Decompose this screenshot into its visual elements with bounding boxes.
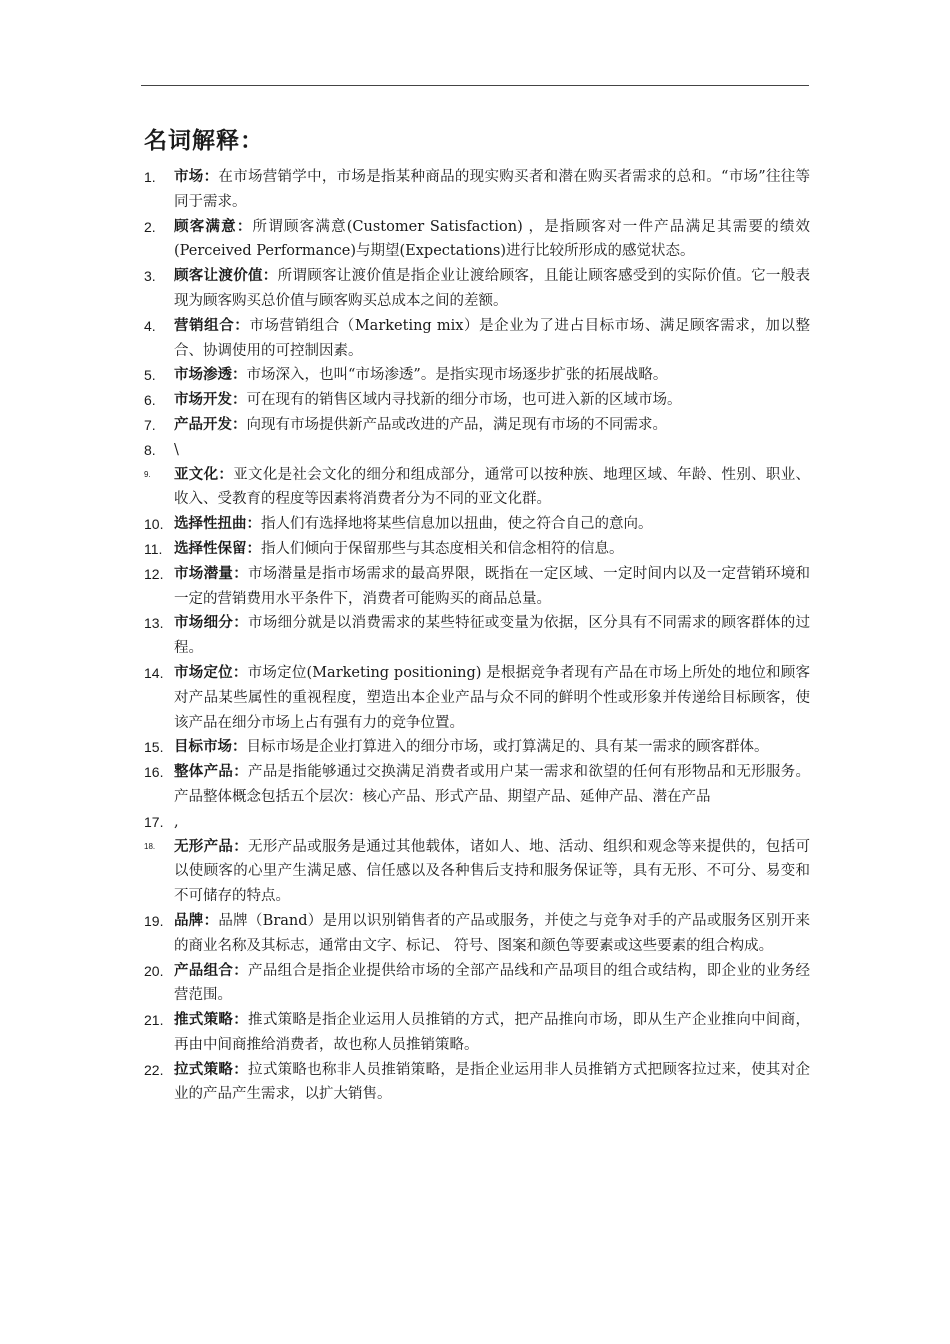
entry-definition: 拉式策略也称非人员推销策略，是指企业运用非人员推销方式把顾客拉过来，使其对企业的产品产生需求，以扩大销售。 [174,1061,811,1103]
glossary-entry [144,388,810,413]
entry-number: 10. [144,516,164,533]
entry-term: 无形产品 [174,838,234,855]
entry-number: 12. [144,565,164,582]
entry-separator: ： [233,962,249,979]
glossary-entry [144,661,810,735]
entry-definition: 所谓顾客让渡价值是指企业让渡给顾客，且能让顾客感受到的实际价值。它一般表现为顾客购买总价值与顾客购买总成本之间的差额。 [174,268,811,309]
glossary-entry [144,537,810,562]
entry-term: 拉式策略 [174,1061,234,1078]
entry-separator: ： [262,268,278,285]
entry-term: 整体产品 [174,764,234,781]
entry-number: 18. [144,841,156,851]
entry-term: 顾客让渡价值 [174,268,263,285]
entry-separator: ： [233,838,249,855]
entry-term: 推式策略 [174,1012,234,1029]
entry-number: 22. [144,1061,164,1078]
entry-separator: ： [232,739,247,756]
entry-number: 17. [144,813,164,830]
entry-separator: ： [232,392,247,409]
glossary-entry [144,735,810,760]
glossary-entry [144,215,810,265]
glossary-entry [144,835,810,909]
entry-number: 6. [144,392,156,409]
glossary-entry [144,1058,810,1108]
glossary-entry [144,562,810,612]
entry-separator: ： [203,169,219,185]
glossary-entry [144,909,810,959]
entry-number: 13. [144,615,164,632]
entry-definition: 市场潜量是指市场需求的最高界限，既指在一定区域、一定时间内以及一定营销环境和一定的营销费用水平条件下，消费者可能购买的商品总量。 [174,565,811,607]
entry-definition: 市场定位(Marketing positioning) 是根据竞争者现有产品在市场上所处的地位和顾客对产品某些属性的重视程度，塑造出本企业产品与众不同的鲜明个性或形象并传递给目标顾客，使该产品在细分市场上占有强有力的竞争位置。 [174,664,811,731]
entry-term: 选择性保留 [174,540,247,557]
entry-term: 产品开发 [174,416,232,433]
glossary-entry [144,959,810,1009]
glossary-entry [144,760,810,810]
entry-definition: \ [174,441,179,458]
entry-term: 营销组合 [174,317,235,334]
entry-definition: 向现有市场提供新产品或改进的产品，满足现有市场的不同需求。 [246,416,667,433]
entry-definition: 可在现有的销售区域内寻找新的细分市场，也可进入新的区域市场。 [246,392,682,409]
entry-term: 产品组合 [174,962,234,979]
entry-number: 2. [144,218,156,235]
entry-separator: ： [233,764,249,781]
entry-term: 市场定位 [174,664,233,681]
entry-number: 20. [144,962,164,979]
entry-number: 21. [144,1012,164,1029]
entry-separator: ： [246,540,261,557]
entry-separator: ： [232,416,247,433]
entry-term: 市场潜量 [174,565,234,582]
entry-term: 亚文化 [174,466,219,483]
glossary-entry [144,438,810,463]
entry-number: 9. [144,469,151,479]
entry-term: 选择性扭曲 [174,516,247,533]
entry-term: 市场 [174,169,204,185]
glossary-entry [144,165,810,215]
glossary-entry [144,512,810,537]
entry-number: 15. [144,739,164,756]
entry-number: 19. [144,912,164,929]
entry-separator: ： [232,367,247,384]
entry-number: 8. [144,441,156,458]
entry-term: 市场渗透 [174,367,232,384]
entry-separator: ： [236,218,253,235]
entry-number: 4. [144,317,156,334]
entry-definition: 产品组合是指企业提供给市场的全部产品线和产品项目的组合或结构，即企业的业务经营范围。 [174,962,811,1004]
page-title: 名词解释： [144,128,264,154]
entry-separator: ： [232,664,248,681]
entry-number: 3. [144,268,156,285]
entry-number: 16. [144,764,164,781]
entry-separator: ： [203,912,219,929]
glossary-entry [144,413,810,438]
entry-definition: 市场细分就是以消费需求的某些特征或变量为依据，区分具有不同需求的顾客群体的过程。 [174,615,811,657]
entry-number: 1. [144,169,156,185]
header-rule [141,85,809,86]
entry-separator: ： [233,565,249,582]
glossary-entry [144,1008,810,1058]
entry-definition: 无形产品或服务是通过其他载体，诸如人、地、活动、组织和观念等来提供的，包括可以使顾客的心里产生满足感、信任感以及各种售后支持和服务保证等，具有无形、不可分、易变和不可储存的特点。 [174,838,811,905]
entry-term: 市场开发 [174,392,232,409]
glossary-entry [144,314,810,364]
entry-separator: ： [246,516,261,533]
entry-separator: ： [233,615,249,632]
glossary-entry [144,611,810,661]
glossary-list [144,165,810,1107]
entry-term: 目标市场 [174,739,232,756]
entry-definition: 品牌（Brand）是用以识别销售者的产品或服务，并使之与竞争对手的产品或服务区别开来的商业名称及其标志，通常由文字、标记、 符号、图案和颜色等要素或这些要素的组合构成。 [174,912,810,954]
entry-separator: ： [233,1012,249,1029]
entry-definition: 目标市场是企业打算进入的细分市场，或打算满足的、具有某一需求的顾客群体。 [246,739,769,756]
entry-definition: , [174,813,179,830]
entry-definition: 指人们倾向于保留那些与其态度相关和信念相符的信息。 [261,540,624,557]
entry-definition: 产品是指能够通过交换满足消费者或用户某一需求和欲望的任何有形物品和无形服务。产品整体概念包括五个层次：核心产品、形式产品、期望产品、延伸产品、潜在产品 [174,764,811,805]
entry-separator: ： [233,1061,249,1078]
entry-number: 7. [144,416,156,433]
entry-number: 14. [144,664,164,681]
glossary-entry [144,463,810,513]
glossary-entry [144,810,810,835]
entry-definition: 在市场营销学中，市场是指某种商品的现实购买者和潜在购买者需求的总和。“市场”往往等同于需求。 [174,169,811,210]
entry-definition: 市场深入，也叫“市场渗透”。是指实现市场逐步扩张的拓展战略。 [246,367,668,384]
entry-term: 顾客满意 [174,218,237,235]
entry-separator: ： [218,466,234,483]
entry-definition: 推式策略是指企业运用人员推销的方式，把产品推向市场，即从生产企业推向中间商，再由中间商推给消费者，故也称人员推销策略。 [174,1012,811,1053]
entry-separator: ： [234,317,250,334]
entry-definition: 市场营销组合（Marketing mix）是企业为了进占目标市场、满足顾客需求，加以整合、协调使用的可控制因素。 [174,317,811,359]
entry-number: 11. [144,540,163,557]
glossary-entry [144,363,810,388]
entry-definition: 亚文化是社会文化的细分和组成部分，通常可以按种族、地理区域、年龄、性别、职业、收入、受教育的程度等因素将消费者分为不同的亚文化群。 [174,466,811,508]
entry-number: 5. [144,367,156,384]
entry-definition: 指人们有选择地将某些信息加以扭曲，使之符合自己的意向。 [261,516,653,533]
glossary-entry [144,264,810,314]
entry-term: 品牌 [174,912,204,929]
entry-term: 市场细分 [174,615,234,632]
entry-definition: 所谓顾客满意(Customer Satisfaction) ，是指顾客对一件产品满足其需要的绩效(Perceived Performance)与期望(Expectations)进行比较所形成的感觉状态。 [174,218,811,260]
